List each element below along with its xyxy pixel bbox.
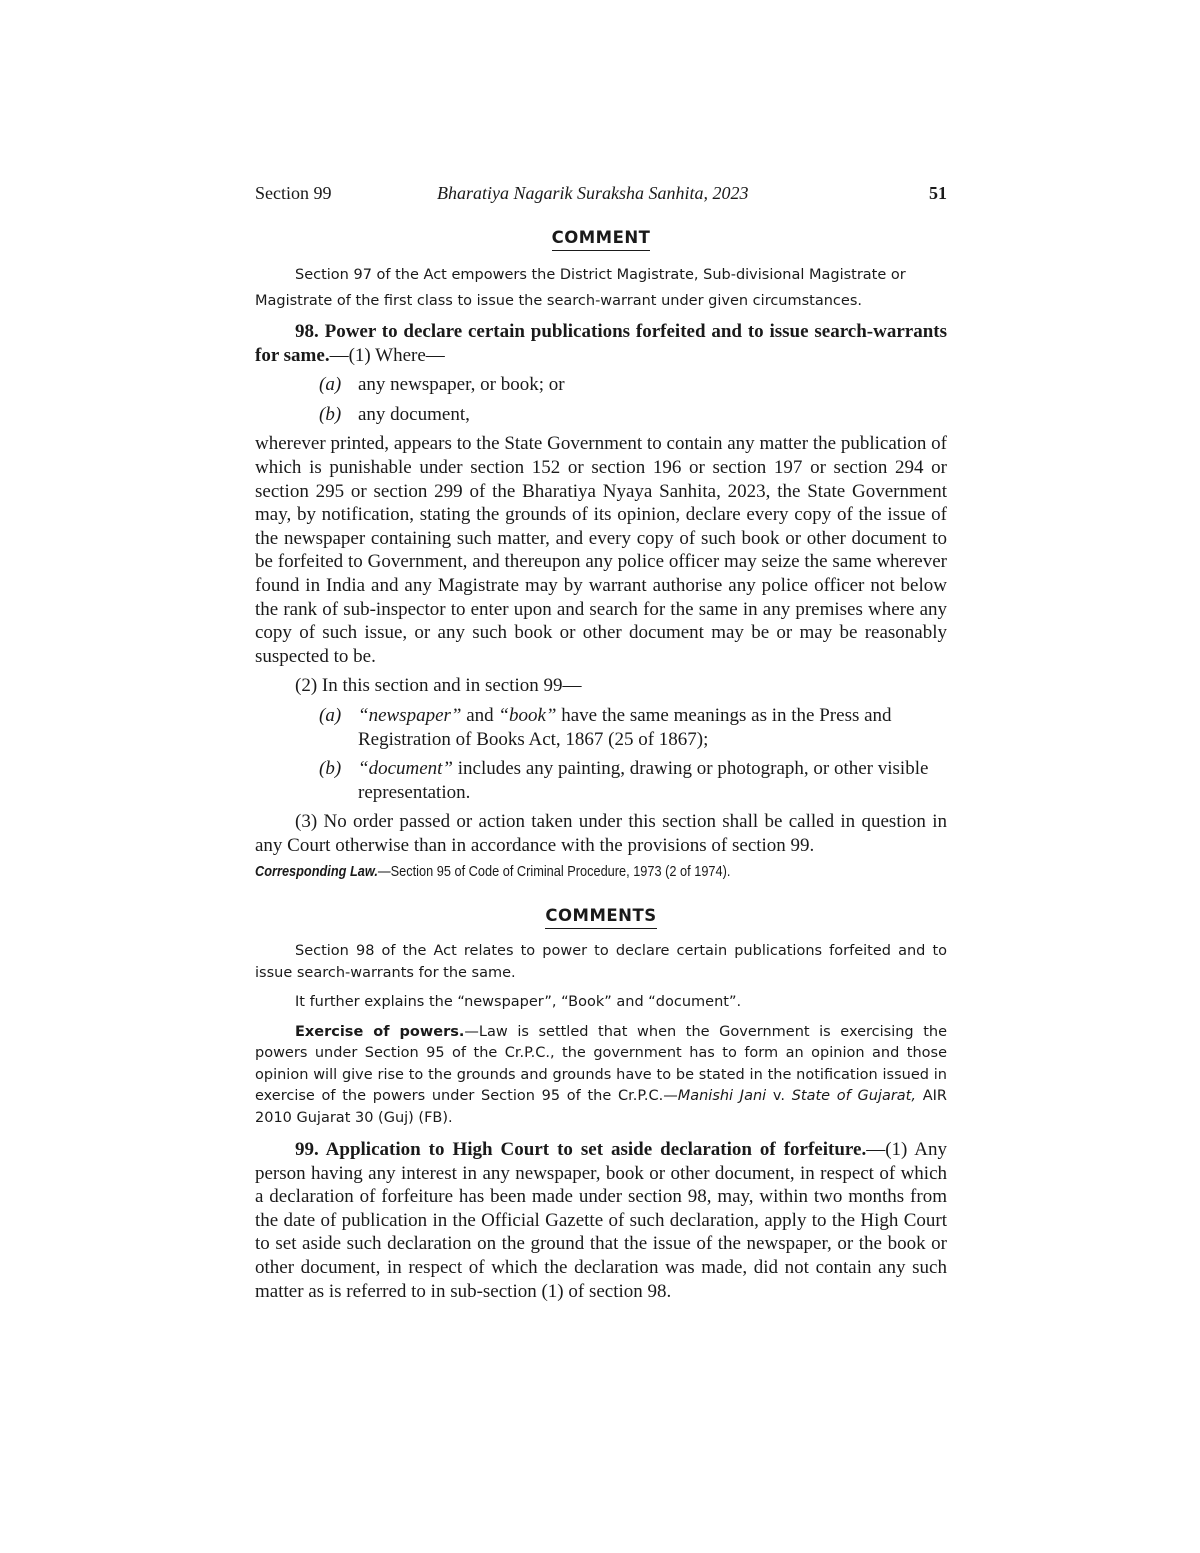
- section-98-item-a: (a) any newspaper, or book; or: [319, 374, 565, 396]
- definition-document: (b) “document” includes any painting, drawing or photograph, or other visible representation.: [319, 758, 929, 803]
- comment-97-text: Section 97 of the Act empowers the District Magistrate, Sub-divisional Magistrate or Magistrate of the first class to issue the search-warrant under given circumstances.: [255, 267, 906, 309]
- comment-heading: COMMENT: [255, 228, 947, 251]
- header-section-ref: Section 99: [255, 183, 332, 203]
- case-party-2: State of Gujarat,: [791, 1088, 916, 1104]
- section-98-paragraph: wherever printed, appears to the State Government to contain any matter the publication of which is punishable under section 152 or section 196 or section 197 or section 294 or section 295 or section 299 of the Bharatiya Nyaya Sanhita, 2023, the State Government may, by notification, stating the grounds of its opinion, declare every copy of the issue of the newspaper containing such matter, and every copy of such book or other document to be forfeited to Government, and thereupon any police officer may seize the same wherever found in India and any Magistrate may by warrant authorise any police officer not below the rank of sub-inspector to enter upon and search for the same in any premises where any copy of such issue, or any such book or other document may be or may be reasonably suspected to be.: [255, 433, 947, 667]
- exercise-of-powers-label: Exercise of powers.: [295, 1023, 465, 1040]
- section-98-intro: —(1) Where—: [329, 344, 445, 366]
- section-98-subsection-3: (3) No order passed or action taken under this section shall be called in question in any Court otherwise than in accordance with the provisions of section 99.: [255, 811, 947, 856]
- running-header: [255, 183, 947, 209]
- case-citation: AIR 2010 Gujarat 30 (Guj) (FB).: [255, 1088, 947, 1126]
- section-99: [255, 1138, 947, 1303]
- section-98: [255, 320, 947, 881]
- corresponding-law-text: —Section 95 of Code of Criminal Procedure, 1973 (2 of 1974).: [377, 864, 731, 881]
- section-99-body: —(1) Any person having any interest in any newspaper, book or other document, in respect of which a declaration of forfeiture has been made under section 98, may, within two months from the date of publication in the Official Gazette of such declaration, apply to the High Court to set aside such declaration on the ground that the issue of the newspaper, or the book or other document, in respect of which the declaration was made, did not contain any such matter as is referred to in sub-section (1) of section 98.: [255, 1139, 947, 1302]
- definition-newspaper-book: (a) “newspaper” and “book” have the same meanings as in the Press and Registration of Books Act, 1867 (25 of 1867);: [319, 704, 892, 750]
- corresponding-law-label: Corresponding Law.: [255, 864, 378, 881]
- header-act-title: Bharatiya Nagarik Suraksha Sanhita, 2023: [437, 183, 749, 203]
- section-98-subsection-2: (2) In this section and in section 99—: [295, 675, 582, 697]
- section-98-item-b: (b) any document,: [319, 403, 470, 425]
- comment-97: [255, 262, 947, 314]
- case-party-1: Manishi Jani: [677, 1088, 767, 1104]
- section-98-heading: [255, 320, 947, 367]
- comments-98-p2: It further explains the “newspaper”, “Book” and “document”.: [295, 994, 742, 1010]
- comments-98-p3: Exercise of powers.—Law is settled that when the Government is exercising the powers under Section 95 of the Cr.P.C., the government has to form an opinion and those opinion will give rise to the grounds and grounds have to be stated in the notification issued in exercise of the powers under Section 95 of the Cr.P.C.—Manishi Jani v. State of Gujarat, AIR 2010 Gujarat 30 (Guj) (FB).: [255, 1023, 947, 1126]
- page-number: 51: [929, 183, 947, 203]
- section-98-title: 98. Power to declare certain publications forfeited and to issue search-warrants for same.: [255, 321, 947, 366]
- comments-heading: COMMENTS: [255, 906, 947, 929]
- corresponding-law: [255, 863, 864, 881]
- comments-98-p1: Section 98 of the Act relates to power to declare certain publications forfeited and to issue search-warrants for the same.: [255, 943, 947, 981]
- section-99-title: 99. Application to High Court to set aside declaration of forfeiture.: [295, 1139, 867, 1160]
- comments-98: [255, 941, 947, 1129]
- section-99-text: [255, 1138, 947, 1303]
